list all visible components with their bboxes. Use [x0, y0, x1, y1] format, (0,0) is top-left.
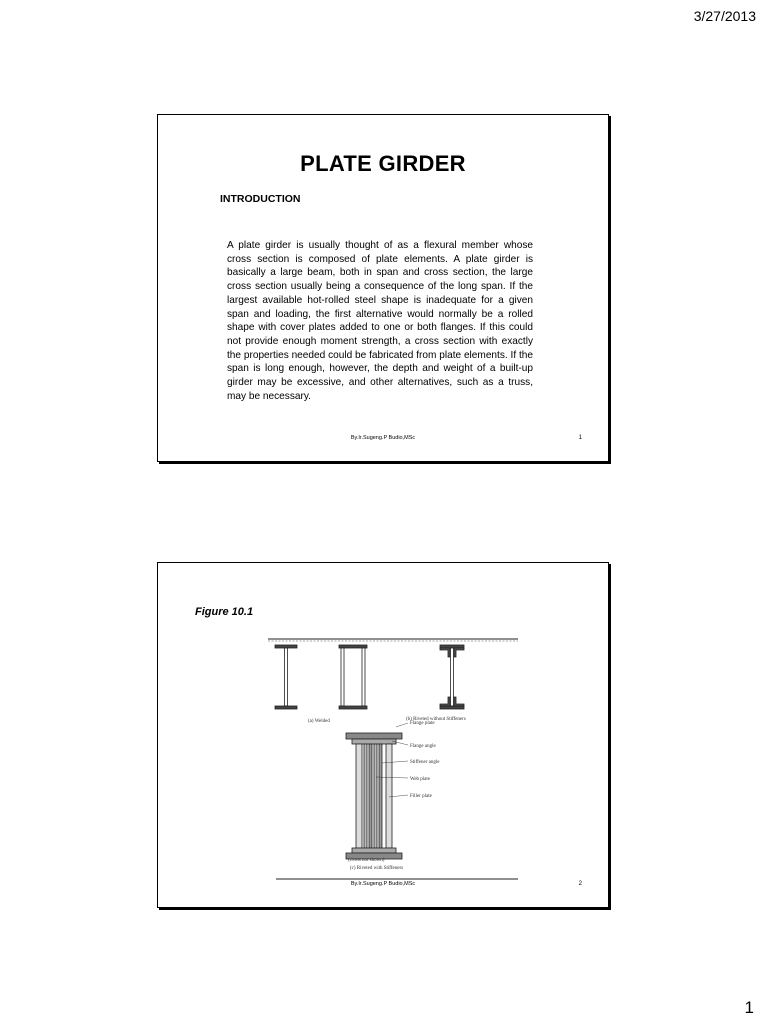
label-web-plate: Web plate	[410, 777, 431, 782]
label-flange-plate: Flange plate	[410, 721, 435, 726]
page-date: 3/27/2013	[693, 8, 756, 24]
figure-label: Figure 10.1	[195, 606, 254, 618]
label-flange-angle: Flange angle	[410, 744, 436, 749]
label-filler-plate: Filler plate	[410, 794, 432, 799]
welded-section-drawing	[275, 645, 297, 709]
plate-girder-figure	[268, 627, 524, 889]
box-section-drawing	[339, 645, 367, 709]
slide-body-text: A plate girder is usually thought of as a flexural member whose cross section is composed of plate elements. A plate girder is basically a large beam, both in span and cross section, the large cross section usually being a consequence of the long span. If the largest available hot-rolled steel shape is inadequate for a given span and loading, the first alternative would normally be a rolled shape with cover plates added to one or both flanges. If this could not provide enough moment strength, a cross section with exactly the properties needed could be fabricated from plate elements. If the span is long enough, however, the depth and weight of a built-up girder may be excessive, and other alternatives, such as a truss, may be necessary.	[227, 240, 533, 402]
caption-a: (a) Welded	[308, 719, 330, 724]
caption-c-note: (rivets not shown)	[348, 858, 385, 863]
riveted-stiffened-drawing	[346, 733, 402, 859]
slide-footer: By.Ir.Sugeng.P Budio,MSc	[350, 435, 416, 441]
slide-subtitle: INTRODUCTION	[220, 193, 301, 205]
page-number: 1	[744, 998, 754, 1017]
caption-b: (b) Riveted without Stiffeners	[406, 717, 466, 722]
label-stiffener-angle: Stiffener angle	[410, 760, 440, 765]
slide-number: 2	[578, 881, 582, 887]
slide-footer: By.Ir.Sugeng.P Budio,MSc	[350, 881, 416, 887]
slide-2	[157, 562, 609, 908]
caption-c: (c) Riveted with Stiffeners	[350, 866, 404, 871]
slide-title: PLATE GIRDER	[300, 151, 466, 176]
riveted-section-drawing	[440, 645, 464, 709]
slide-1	[157, 114, 609, 462]
slide-number: 1	[578, 435, 582, 441]
